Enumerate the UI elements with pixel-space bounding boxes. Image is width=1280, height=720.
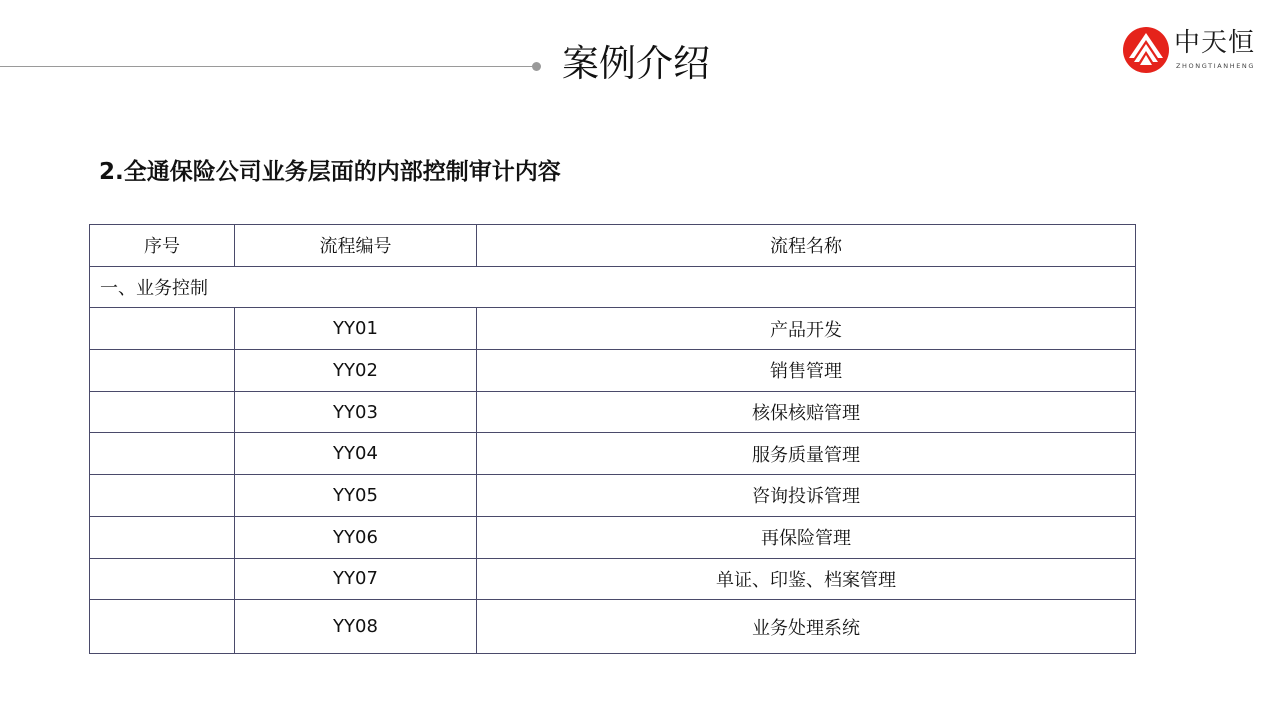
cell-no	[90, 308, 235, 350]
cell-code: YY08	[235, 600, 477, 654]
table-row	[90, 433, 1136, 475]
section-heading: 2.全通保险公司业务层面的内部控制审计内容	[99, 159, 561, 185]
company-logo	[1122, 24, 1258, 76]
cell-no	[90, 516, 235, 558]
cell-name: 咨询投诉管理	[477, 475, 1136, 517]
cell-code: YY03	[235, 391, 477, 433]
cell-no	[90, 600, 235, 654]
table-group-row	[90, 266, 1136, 308]
table-row	[90, 391, 1136, 433]
cell-no	[90, 391, 235, 433]
logo-text: 中天恒	[1174, 28, 1256, 58]
process-table	[89, 224, 1136, 654]
table-row	[90, 475, 1136, 517]
table-row	[90, 350, 1136, 392]
header-divider-line	[0, 66, 533, 67]
cell-no	[90, 558, 235, 600]
cell-name: 服务质量管理	[477, 433, 1136, 475]
cell-code: YY06	[235, 516, 477, 558]
cell-name: 单证、印鉴、档案管理	[477, 558, 1136, 600]
table-row	[90, 558, 1136, 600]
cell-no	[90, 433, 235, 475]
logo-subtitle: ZHONGTIANHENG	[1176, 62, 1256, 70]
cell-code: YY02	[235, 350, 477, 392]
logo-mark-icon	[1122, 26, 1170, 74]
cell-name: 产品开发	[477, 308, 1136, 350]
table-row	[90, 600, 1136, 654]
column-header-name: 流程名称	[477, 225, 1136, 267]
cell-code: YY07	[235, 558, 477, 600]
cell-name: 业务处理系统	[477, 600, 1136, 654]
cell-name: 核保核赔管理	[477, 391, 1136, 433]
cell-no	[90, 350, 235, 392]
group-label: 一、业务控制	[90, 266, 1136, 308]
cell-name: 销售管理	[477, 350, 1136, 392]
cell-code: YY01	[235, 308, 477, 350]
table-header-row	[90, 225, 1136, 267]
table-row	[90, 308, 1136, 350]
cell-name: 再保险管理	[477, 516, 1136, 558]
page-title: 案例介绍	[562, 42, 710, 85]
table-row	[90, 516, 1136, 558]
cell-no	[90, 475, 235, 517]
column-header-code: 流程编号	[235, 225, 477, 267]
column-header-no: 序号	[90, 225, 235, 267]
header-divider-dot	[532, 62, 541, 71]
cell-code: YY04	[235, 433, 477, 475]
cell-code: YY05	[235, 475, 477, 517]
